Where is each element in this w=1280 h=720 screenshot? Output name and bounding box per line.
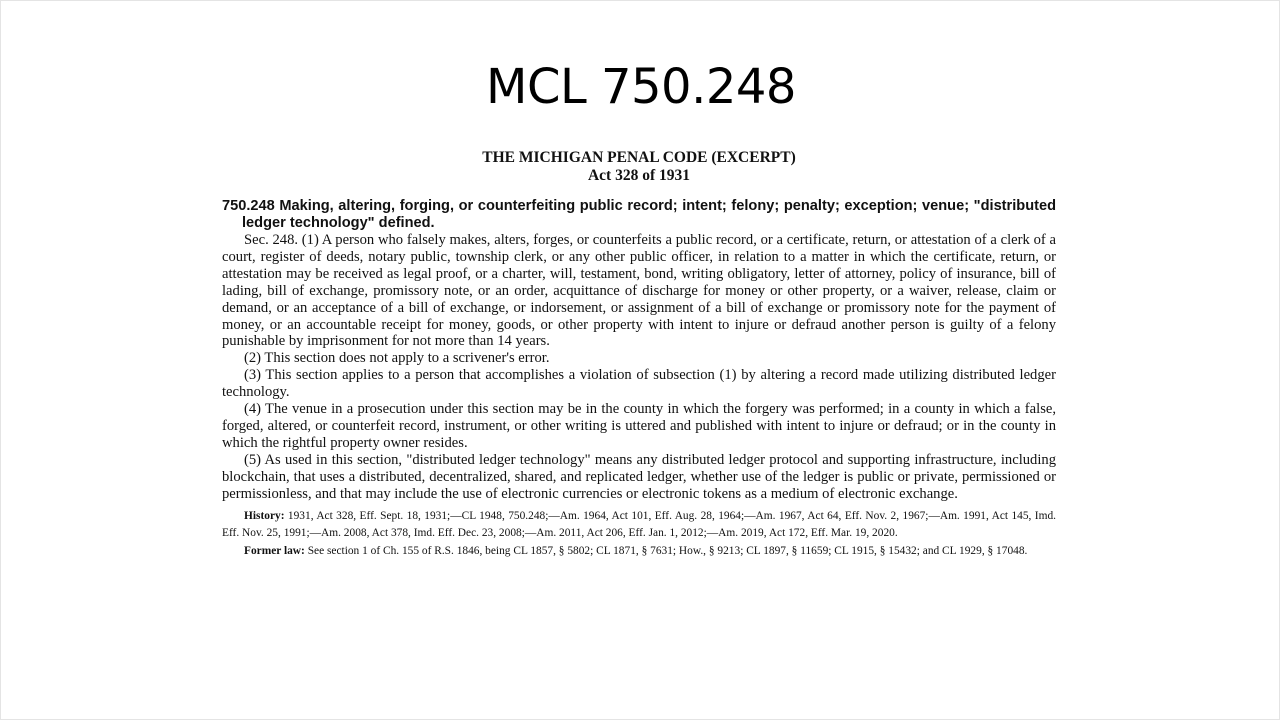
former-law-note (222, 543, 1056, 560)
subsection-1: Sec. 248. (1) A person who falsely makes, alters, forges, or counterfeits a public record, or a certificate, return, or attestation of a clerk of a court, register of deeds, notary public, township clerk, or any other public officer, in relation to a matter in which the certificate, return, or attestation may be received as legal proof, or a charter, will, testament, bond, writing obligatory, letter of attorney, policy of insurance, bill of lading, bill of exchange, promissory note, or an order, acquittance of discharge for money or other property, or a waiver, release, claim or demand, or an acceptance of a bill of exchange, or indorsement, or assignment of a bill of exchange or promissory note for the payment of money, or an accountable receipt for money, goods, or other property with intent to injure or defraud another person is guilty of a felony punishable by imprisonment for not more than 14 years. (222, 232, 1056, 350)
subsection-5: (5) As used in this section, "distributed ledger technology" means any distributed ledger protocol and supporting infrastructure, including blockchain, that uses a distributed, decentralized, shared, and replicated ledger, whether use of the ledger is public or private, permissioned or permissionless, and that may include the use of electronic currencies or electronic tokens as a medium of electronic exchange. (222, 451, 1056, 502)
subsection-3: (3) This section applies to a person that accomplishes a violation of subsection (1) by altering a record made utilizing distributed ledger technology. (222, 367, 1056, 401)
subsection-2: (2) This section does not apply to a scrivener's error. (244, 350, 550, 367)
history-label: History: (244, 509, 285, 522)
document-header (222, 149, 1056, 185)
history-text: 1931, Act 328, Eff. Sept. 18, 1931;—CL 1948, 750.248;—Am. 1964, Act 101, Eff. Aug. 28, 1964;—Am. 1967, Act 64, Eff. Nov. 2, 1967;—Am. 1991, Act 145, Imd. Eff. Nov. 25, 1991;—Am. 2008, Act 378, Imd. Eff. Dec. 23, 2008;—Am. 2011, Act 206, Eff. Jan. 1, 2012;—Am. 2019, Act 172, Eff. Mar. 19, 2020. (222, 509, 1056, 539)
slide-title: MCL 750.248 (486, 59, 796, 115)
subsection-4: (4) The venue in a prosecution under this section may be in the county in which the forgery was performed; in a county in which a false, forged, altered, or counterfeit record, instrument, or other writing is uttered and published with intent to injure or defraud; or in the county in which the rightful property owner resides. (222, 401, 1056, 451)
former-law-text: See section 1 of Ch. 155 of R.S. 1846, being CL 1857, § 5802; CL 1871, § 7631; How., § 9213; CL 1897, § 11659; CL 1915, § 15432; and CL 1929, § 17048. (304, 544, 1028, 557)
history-note (222, 508, 1056, 542)
statute-excerpt (222, 149, 1056, 561)
document-header-title: THE MICHIGAN PENAL CODE (EXCERPT) (482, 149, 796, 166)
former-law-label: Former law: (244, 544, 305, 557)
document-header-act: Act 328 of 1931 (587, 167, 691, 184)
notes (222, 508, 1056, 560)
section-heading: 750.248 Making, altering, forging, or counterfeiting public record; intent; felony; penalty; exception; venue; "distributed ledger technology" defined. (222, 198, 1056, 231)
